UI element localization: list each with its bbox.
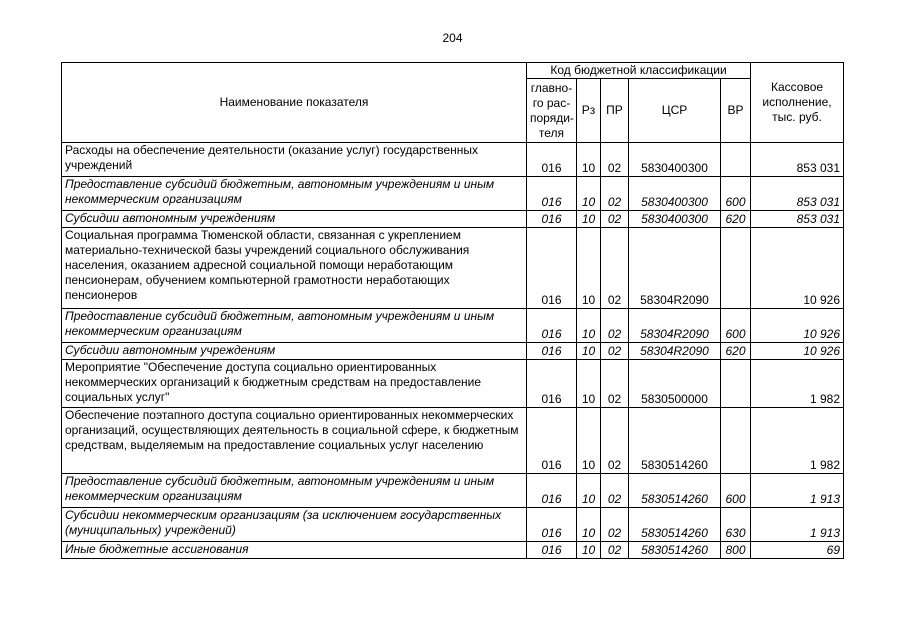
table-row [62, 542, 844, 559]
row-pr: 02 [601, 508, 629, 542]
row-name: Субсидии некоммерческим организациям (за исключением государственных (муниципальных) учреждений) [62, 508, 527, 542]
row-name: Предоставление субсидий бюджетным, автономным учреждениям и иным некоммерческим организациям [62, 474, 527, 508]
row-csr: 58304R2090 [629, 228, 721, 309]
row-csr: 5830400300 [629, 177, 721, 211]
row-rz: 10 [577, 211, 601, 228]
row-vr: 600 [721, 309, 751, 343]
row-glava: 016 [527, 542, 577, 559]
row-amount: 10 926 [751, 309, 844, 343]
row-glava: 016 [527, 211, 577, 228]
table-row [62, 474, 844, 508]
table-row [62, 177, 844, 211]
row-vr [721, 360, 751, 408]
row-amount: 10 926 [751, 343, 844, 360]
row-name: Предоставление субсидий бюджетным, автономным учреждениям и иным некоммерческим организациям [62, 177, 527, 211]
row-csr: 5830400300 [629, 143, 721, 177]
row-rz: 10 [577, 228, 601, 309]
table-row [62, 343, 844, 360]
row-vr: 620 [721, 343, 751, 360]
row-csr: 5830400300 [629, 211, 721, 228]
row-csr: 5830514260 [629, 408, 721, 474]
row-glava: 016 [527, 343, 577, 360]
row-pr: 02 [601, 542, 629, 559]
table-row [62, 408, 844, 474]
row-name: Субсидии автономным учреждениям [62, 343, 527, 360]
header-csr: ЦСР [629, 79, 721, 143]
header-name: Наименование показателя [62, 63, 527, 143]
row-name: Иные бюджетные ассигнования [62, 542, 527, 559]
row-csr: 5830514260 [629, 542, 721, 559]
row-rz: 10 [577, 177, 601, 211]
table-row [62, 360, 844, 408]
row-vr [721, 143, 751, 177]
row-pr: 02 [601, 143, 629, 177]
row-amount: 10 926 [751, 228, 844, 309]
table-row [62, 228, 844, 309]
row-name: Обеспечение поэтапного доступа социально ориентированных некоммерческих организаций, осуществляющих деятельность в социальной сфере, к бюджетным средствам, выделяемым на предоставление социальных услуг населению [62, 408, 527, 474]
row-vr: 600 [721, 177, 751, 211]
header-rz: Рз [577, 79, 601, 143]
row-rz: 10 [577, 360, 601, 408]
row-rz: 10 [577, 542, 601, 559]
row-csr: 5830514260 [629, 508, 721, 542]
row-glava: 016 [527, 408, 577, 474]
row-amount: 853 031 [751, 177, 844, 211]
row-amount: 1 982 [751, 408, 844, 474]
row-vr [721, 408, 751, 474]
budget-table [61, 62, 844, 559]
row-amount: 1 913 [751, 474, 844, 508]
header-code-group: Код бюджетной классификации [527, 63, 751, 79]
header-pr: ПР [601, 79, 629, 143]
table-row [62, 143, 844, 177]
table-body [62, 143, 844, 559]
row-amount: 853 031 [751, 211, 844, 228]
row-csr: 58304R2090 [629, 309, 721, 343]
row-glava: 016 [527, 143, 577, 177]
row-amount: 853 031 [751, 143, 844, 177]
row-csr: 5830514260 [629, 474, 721, 508]
row-amount: 69 [751, 542, 844, 559]
row-vr: 630 [721, 508, 751, 542]
row-pr: 02 [601, 360, 629, 408]
row-pr: 02 [601, 408, 629, 474]
row-name: Социальная программа Тюменской области, связанная с укреплением материально-технической базы учреждений социального обслуживания населения, оказанием адресной социальной помощи неработающим пенсионерам, обучением компьютерной грамотности неработающих пенсионеров [62, 228, 527, 309]
row-rz: 10 [577, 508, 601, 542]
row-csr: 5830500000 [629, 360, 721, 408]
table-row [62, 211, 844, 228]
row-vr: 800 [721, 542, 751, 559]
row-glava: 016 [527, 177, 577, 211]
row-glava: 016 [527, 309, 577, 343]
row-glava: 016 [527, 474, 577, 508]
row-rz: 10 [577, 309, 601, 343]
row-pr: 02 [601, 211, 629, 228]
row-pr: 02 [601, 474, 629, 508]
row-rz: 10 [577, 408, 601, 474]
row-rz: 10 [577, 143, 601, 177]
row-amount: 1 913 [751, 508, 844, 542]
row-pr: 02 [601, 343, 629, 360]
row-name: Субсидии автономным учреждениям [62, 211, 527, 228]
row-vr: 600 [721, 474, 751, 508]
row-pr: 02 [601, 228, 629, 309]
row-vr [721, 228, 751, 309]
header-amount: Кассовое исполнение, тыс. руб. [751, 63, 844, 143]
row-glava: 016 [527, 360, 577, 408]
row-amount: 1 982 [751, 360, 844, 408]
row-vr: 620 [721, 211, 751, 228]
table-row [62, 309, 844, 343]
row-csr: 58304R2090 [629, 343, 721, 360]
row-pr: 02 [601, 309, 629, 343]
table-row [62, 508, 844, 542]
row-name: Расходы на обеспечение деятельности (оказание услуг) государственных учреждений [62, 143, 527, 177]
row-glava: 016 [527, 228, 577, 309]
page-number: 204 [442, 31, 463, 45]
header-glava: главно- го рас- поряди- теля [527, 79, 577, 143]
row-rz: 10 [577, 474, 601, 508]
row-name: Мероприятие "Обеспечение доступа социально ориентированных некоммерческих организаций к бюджетным средствам на предоставление социальных услуг" [62, 360, 527, 408]
row-pr: 02 [601, 177, 629, 211]
row-glava: 016 [527, 508, 577, 542]
row-rz: 10 [577, 343, 601, 360]
header-vr: ВР [721, 79, 751, 143]
row-name: Предоставление субсидий бюджетным, автономным учреждениям и иным некоммерческим организациям [62, 309, 527, 343]
